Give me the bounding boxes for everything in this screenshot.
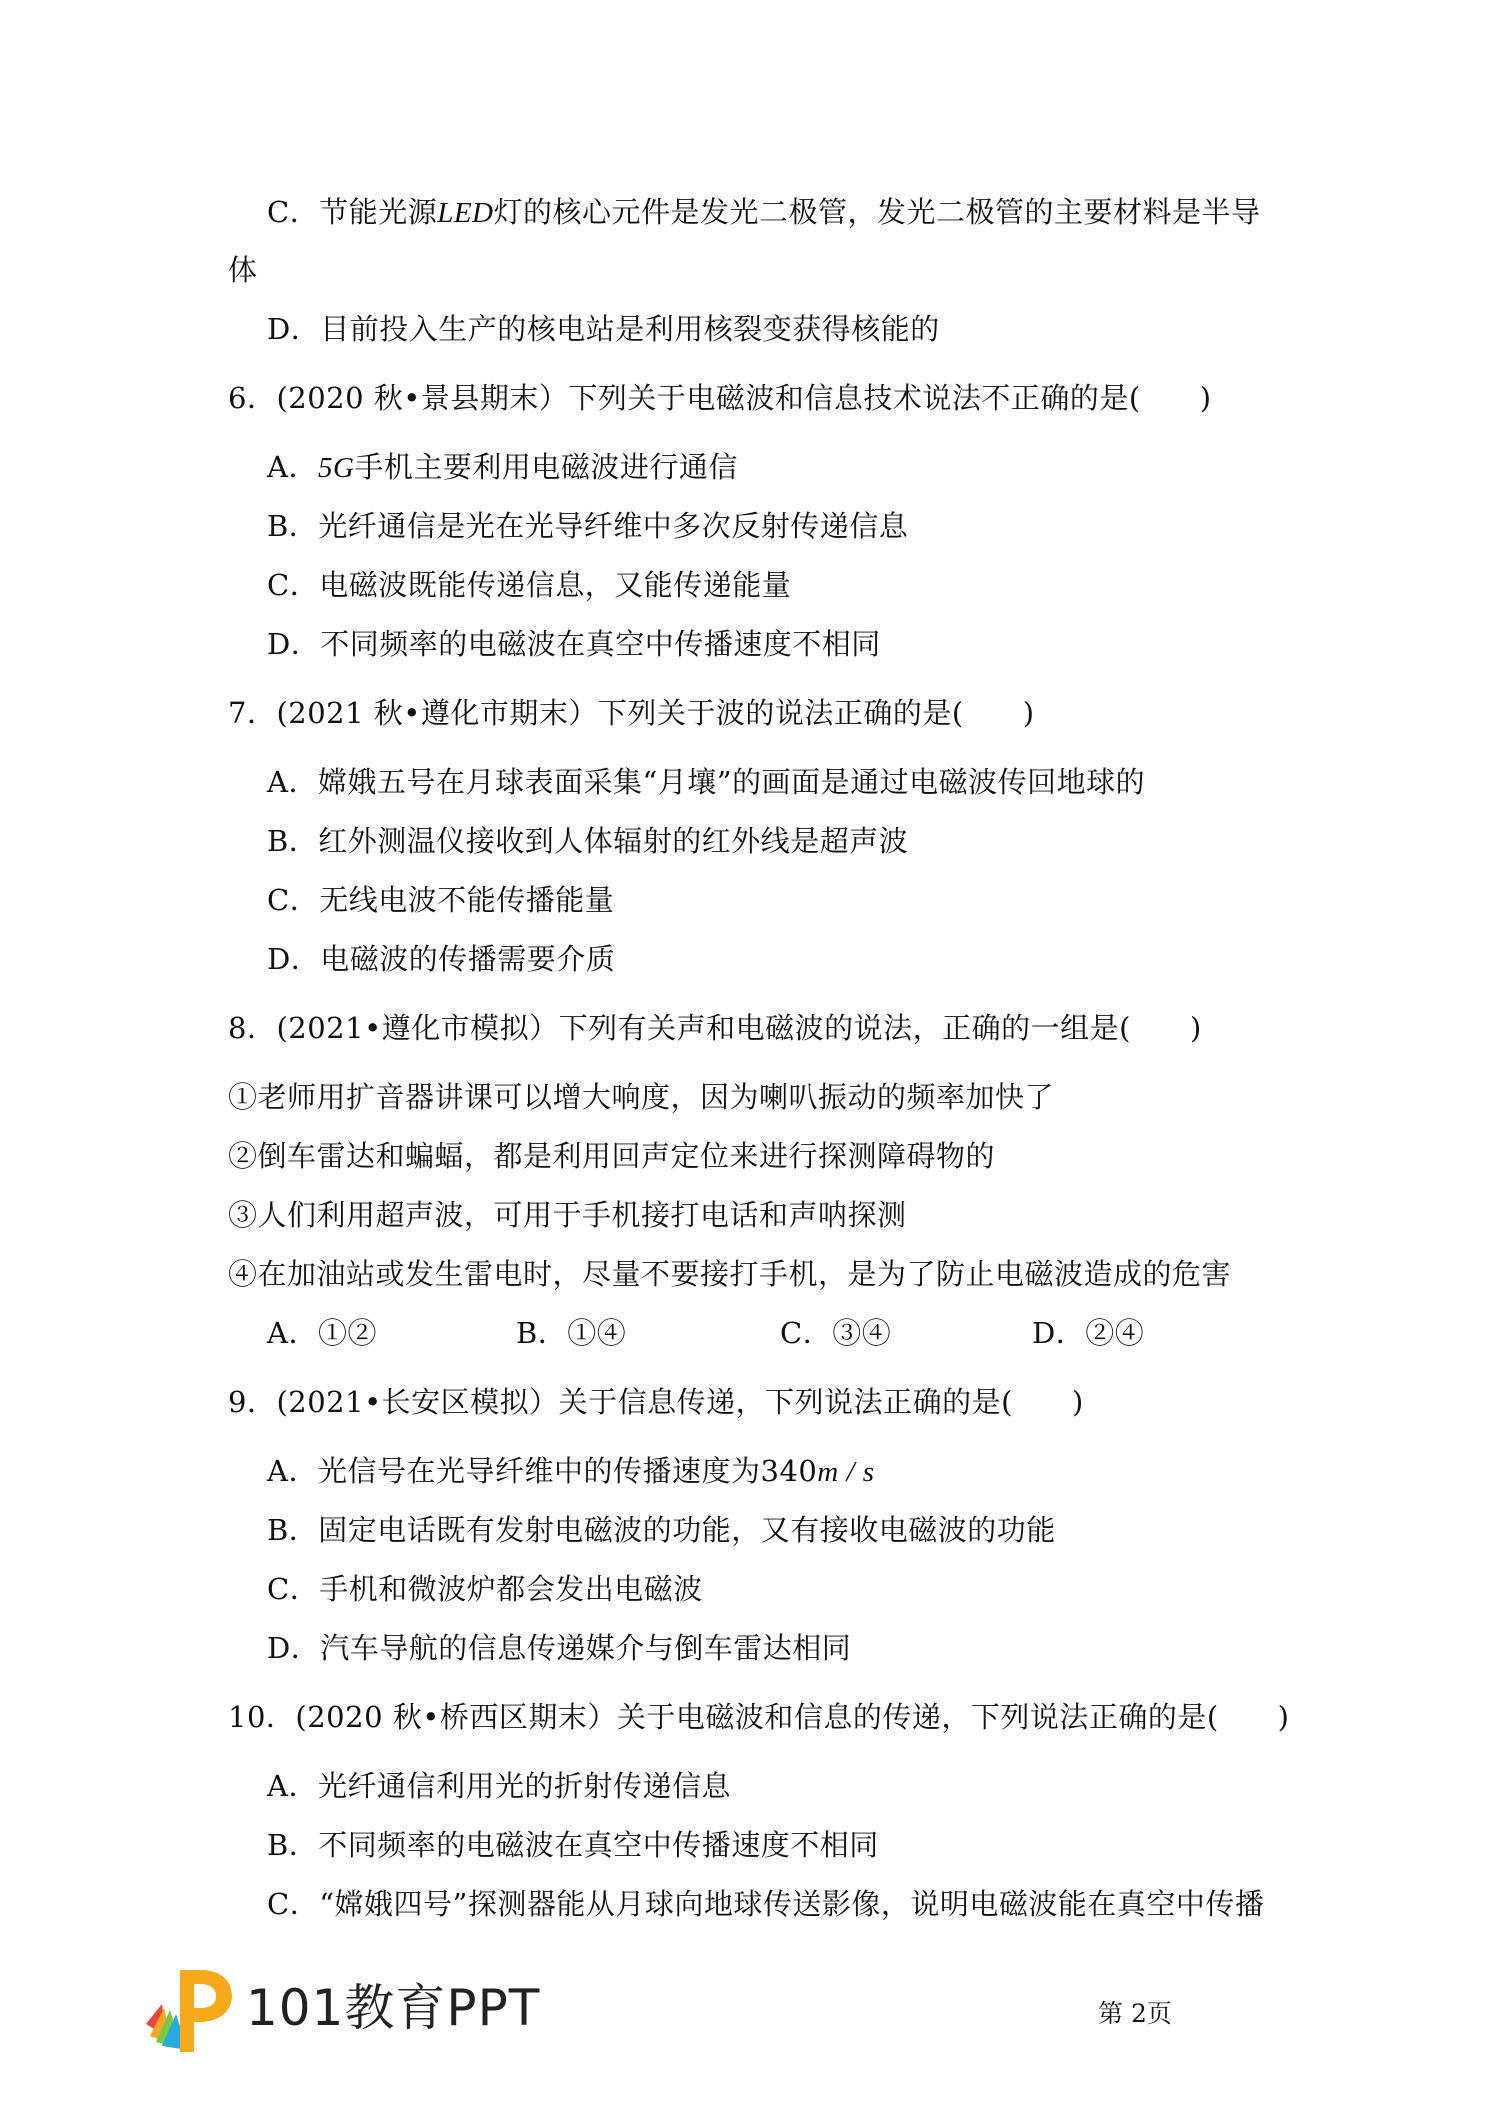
q9-option-a: A．光信号在光导纤维中的传播速度为340m / s [267, 1454, 875, 1488]
q6-option-a: A．5G手机主要利用电磁波进行通信 [267, 450, 738, 484]
q10-stem: 10．(2020 秋•桥西区期末）关于电磁波和信息的传递，下列说法正确的是( ) [228, 1700, 1290, 1734]
q8-option-c: C．③④ [780, 1316, 892, 1350]
q6-stem: 6．(2020 秋•景县期末）下列关于电磁波和信息技术说法不正确的是( ) [228, 381, 1212, 415]
q7-option-b: B．红外测温仪接收到人体辐射的红外线是超声波 [267, 824, 909, 858]
q9-option-d: D．汽车导航的信息传递媒介与倒车雷达相同 [267, 1631, 852, 1665]
q9-option-b: B．固定电话既有发射电磁波的功能，又有接收电磁波的功能 [267, 1513, 1056, 1547]
q8-statement-2: ②倒车雷达和蝙蝠，都是利用回声定位来进行探测障碍物的 [228, 1139, 996, 1173]
q6-option-d: D．不同频率的电磁波在真空中传播速度不相同 [267, 627, 881, 661]
q8-statement-3: ③人们利用超声波，可用于手机接打电话和声呐探测 [228, 1198, 907, 1232]
q8-statement-4: ④在加油站或发生雷电时，尽量不要接打手机，是为了防止电磁波造成的危害 [228, 1257, 1232, 1291]
brand-logo [142, 1964, 541, 2054]
q8-option-a: A．①② [267, 1316, 377, 1350]
page-number: 第 2页 [1098, 1999, 1172, 2028]
q6-option-b: B．光纤通信是光在光导纤维中多次反射传递信息 [267, 509, 909, 543]
logo-icon [142, 1964, 242, 2054]
q10-option-a: A．光纤通信利用光的折射传递信息 [267, 1769, 731, 1803]
q10-option-b: B．不同频率的电磁波在真空中传播速度不相同 [267, 1828, 879, 1862]
q10-option-c: C．“嫦娥四号”探测器能从月球向地球传送影像，说明电磁波能在真空中传播 [267, 1887, 1265, 1921]
q5-option-c: C．节能光源LED灯的核心元件是发光二极管，发光二极管的主要材料是半导 [267, 195, 1261, 229]
q8-option-d: D．②④ [1032, 1316, 1145, 1350]
q7-option-a: A．嫦娥五号在月球表面采集“月壤”的画面是通过电磁波传回地球的 [267, 765, 1146, 799]
q9-option-c: C．手机和微波炉都会发出电磁波 [267, 1572, 703, 1606]
q7-option-d: D．电磁波的传播需要介质 [267, 942, 616, 976]
q8-statement-1: ①老师用扩音器讲课可以增大响度，因为喇叭振动的频率加快了 [228, 1080, 1055, 1114]
q9-stem: 9．(2021•长安区模拟）关于信息传递，下列说法正确的是( ) [228, 1385, 1084, 1419]
q8-option-b: B．①④ [516, 1316, 627, 1350]
q7-option-c: C．无线电波不能传播能量 [267, 883, 615, 917]
logo-text: 101教育PPT [246, 1979, 541, 2037]
q8-stem: 8．(2021•遵化市模拟）下列有关声和电磁波的说法，正确的一组是( ) [228, 1011, 1202, 1045]
q5-option-d: D．目前投入生产的核电站是利用核裂变获得核能的 [267, 312, 940, 346]
q6-option-c: C．电磁波既能传递信息，又能传递能量 [267, 568, 792, 602]
q7-stem: 7．(2021 秋•遵化市期末）下列关于波的说法正确的是( ) [228, 696, 1035, 730]
q5-option-c-continuation: 体 [228, 253, 258, 287]
